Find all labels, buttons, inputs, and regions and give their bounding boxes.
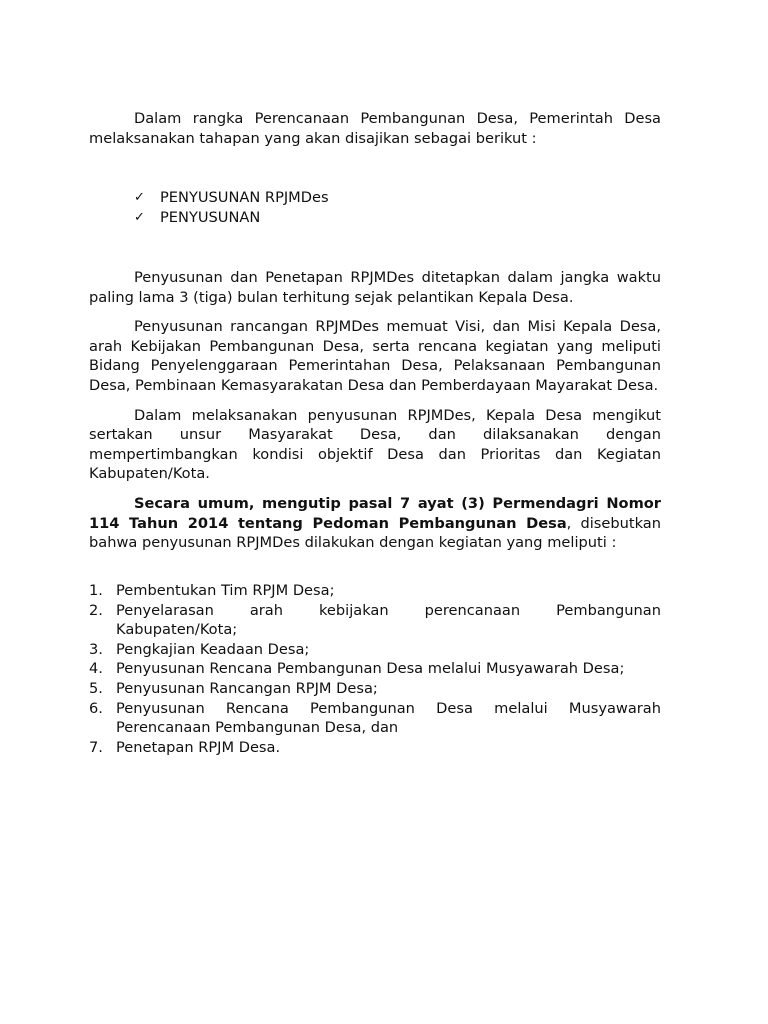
checklist-item bbox=[89, 208, 661, 228]
list-item-number: 7. bbox=[89, 738, 103, 756]
list-item-text: Penyusunan Rancangan RPJM Desa; bbox=[116, 679, 378, 697]
checklist-item bbox=[89, 188, 661, 208]
quote-bold-text: Secara umum, mengutip pasal 7 ayat (3) Permendagri Nomor 114 Tahun 2014 tentang Pedoman Pembangunan Desa bbox=[89, 494, 661, 532]
body-paragraph: Dalam melaksanakan penyusunan RPJMDes, Kepala Desa mengikut sertakan unsur Masyarakat Desa, dan dilaksanakan dengan mempertimbangkan kondisi objektif Desa dan Prioritas dan Kegiatan Kabupaten/Kota. bbox=[89, 406, 661, 483]
list-item-number: 1. bbox=[89, 582, 103, 599]
list-item-text: Pengkajian Keadaan Desa; bbox=[116, 640, 310, 658]
list-item bbox=[89, 699, 661, 738]
intro-paragraph: Dalam rangka Perencanaan Pembangunan Desa, Pemerintah Desa melaksanakan tahapan yang akan disajikan sebagai berikut : bbox=[89, 110, 661, 147]
list-item-text: Penyusunan Rencana Pembangunan Desa melalui Musyawarah Perencanaan Pembangunan Desa, dan bbox=[116, 699, 661, 737]
list-item-text: Penetapan RPJM Desa. bbox=[116, 738, 281, 756]
list-item-number: 2. bbox=[89, 601, 103, 619]
body-block bbox=[89, 268, 661, 553]
checklist bbox=[89, 188, 661, 227]
intro-block bbox=[89, 109, 661, 148]
list-item bbox=[89, 581, 661, 601]
list-item bbox=[89, 601, 661, 640]
checkmark-icon: ✓ bbox=[134, 190, 145, 205]
quote-rest-text: , disebutkan bahwa penyusunan RPJMDes dilakukan dengan kegiatan yang meliputi : bbox=[89, 514, 661, 552]
list-item-number: 4. bbox=[89, 660, 103, 678]
quote-paragraph bbox=[89, 494, 661, 553]
list-item bbox=[89, 738, 661, 758]
checklist-item-label: PENYUSUNAN bbox=[160, 208, 261, 226]
list-item-number: 5. bbox=[89, 679, 103, 697]
list-item-text: Penyusunan Rencana Pembangunan Desa melalui Musyawarah Desa; bbox=[116, 660, 625, 678]
body-paragraph: Penyusunan dan Penetapan RPJMDes ditetapkan dalam jangka waktu paling lama 3 (tiga) bulan terhitung sejak pelantikan Kepala Desa. bbox=[89, 269, 661, 306]
list-item-number: 6. bbox=[89, 699, 103, 717]
list-item bbox=[89, 659, 661, 679]
numbered-list bbox=[89, 581, 661, 757]
list-item-number: 3. bbox=[89, 640, 103, 658]
list-item-text: Penyelarasan arah kebijakan perencanaan Pembangunan Kabupaten/Kota; bbox=[116, 601, 661, 639]
body-paragraph: Penyusunan rancangan RPJMDes memuat Visi, dan Misi Kepala Desa, arah Kebijakan Pembangunan Desa, serta rencana kegiatan yang meliputi Bidang Penyelenggaraan Pemerintahan Desa, Pelaksanaan Pembangunan Desa, Pembinaan Kemasyarakatan Desa dan Pemberdayaan Mayarakat Desa. bbox=[89, 318, 661, 394]
list-item bbox=[89, 640, 661, 660]
list-item bbox=[89, 679, 661, 699]
checklist-item-label: PENYUSUNAN RPJMDes bbox=[160, 189, 329, 206]
checkmark-icon: ✓ bbox=[134, 209, 145, 225]
list-item-text: Pembentukan Tim RPJM Desa; bbox=[116, 582, 335, 599]
